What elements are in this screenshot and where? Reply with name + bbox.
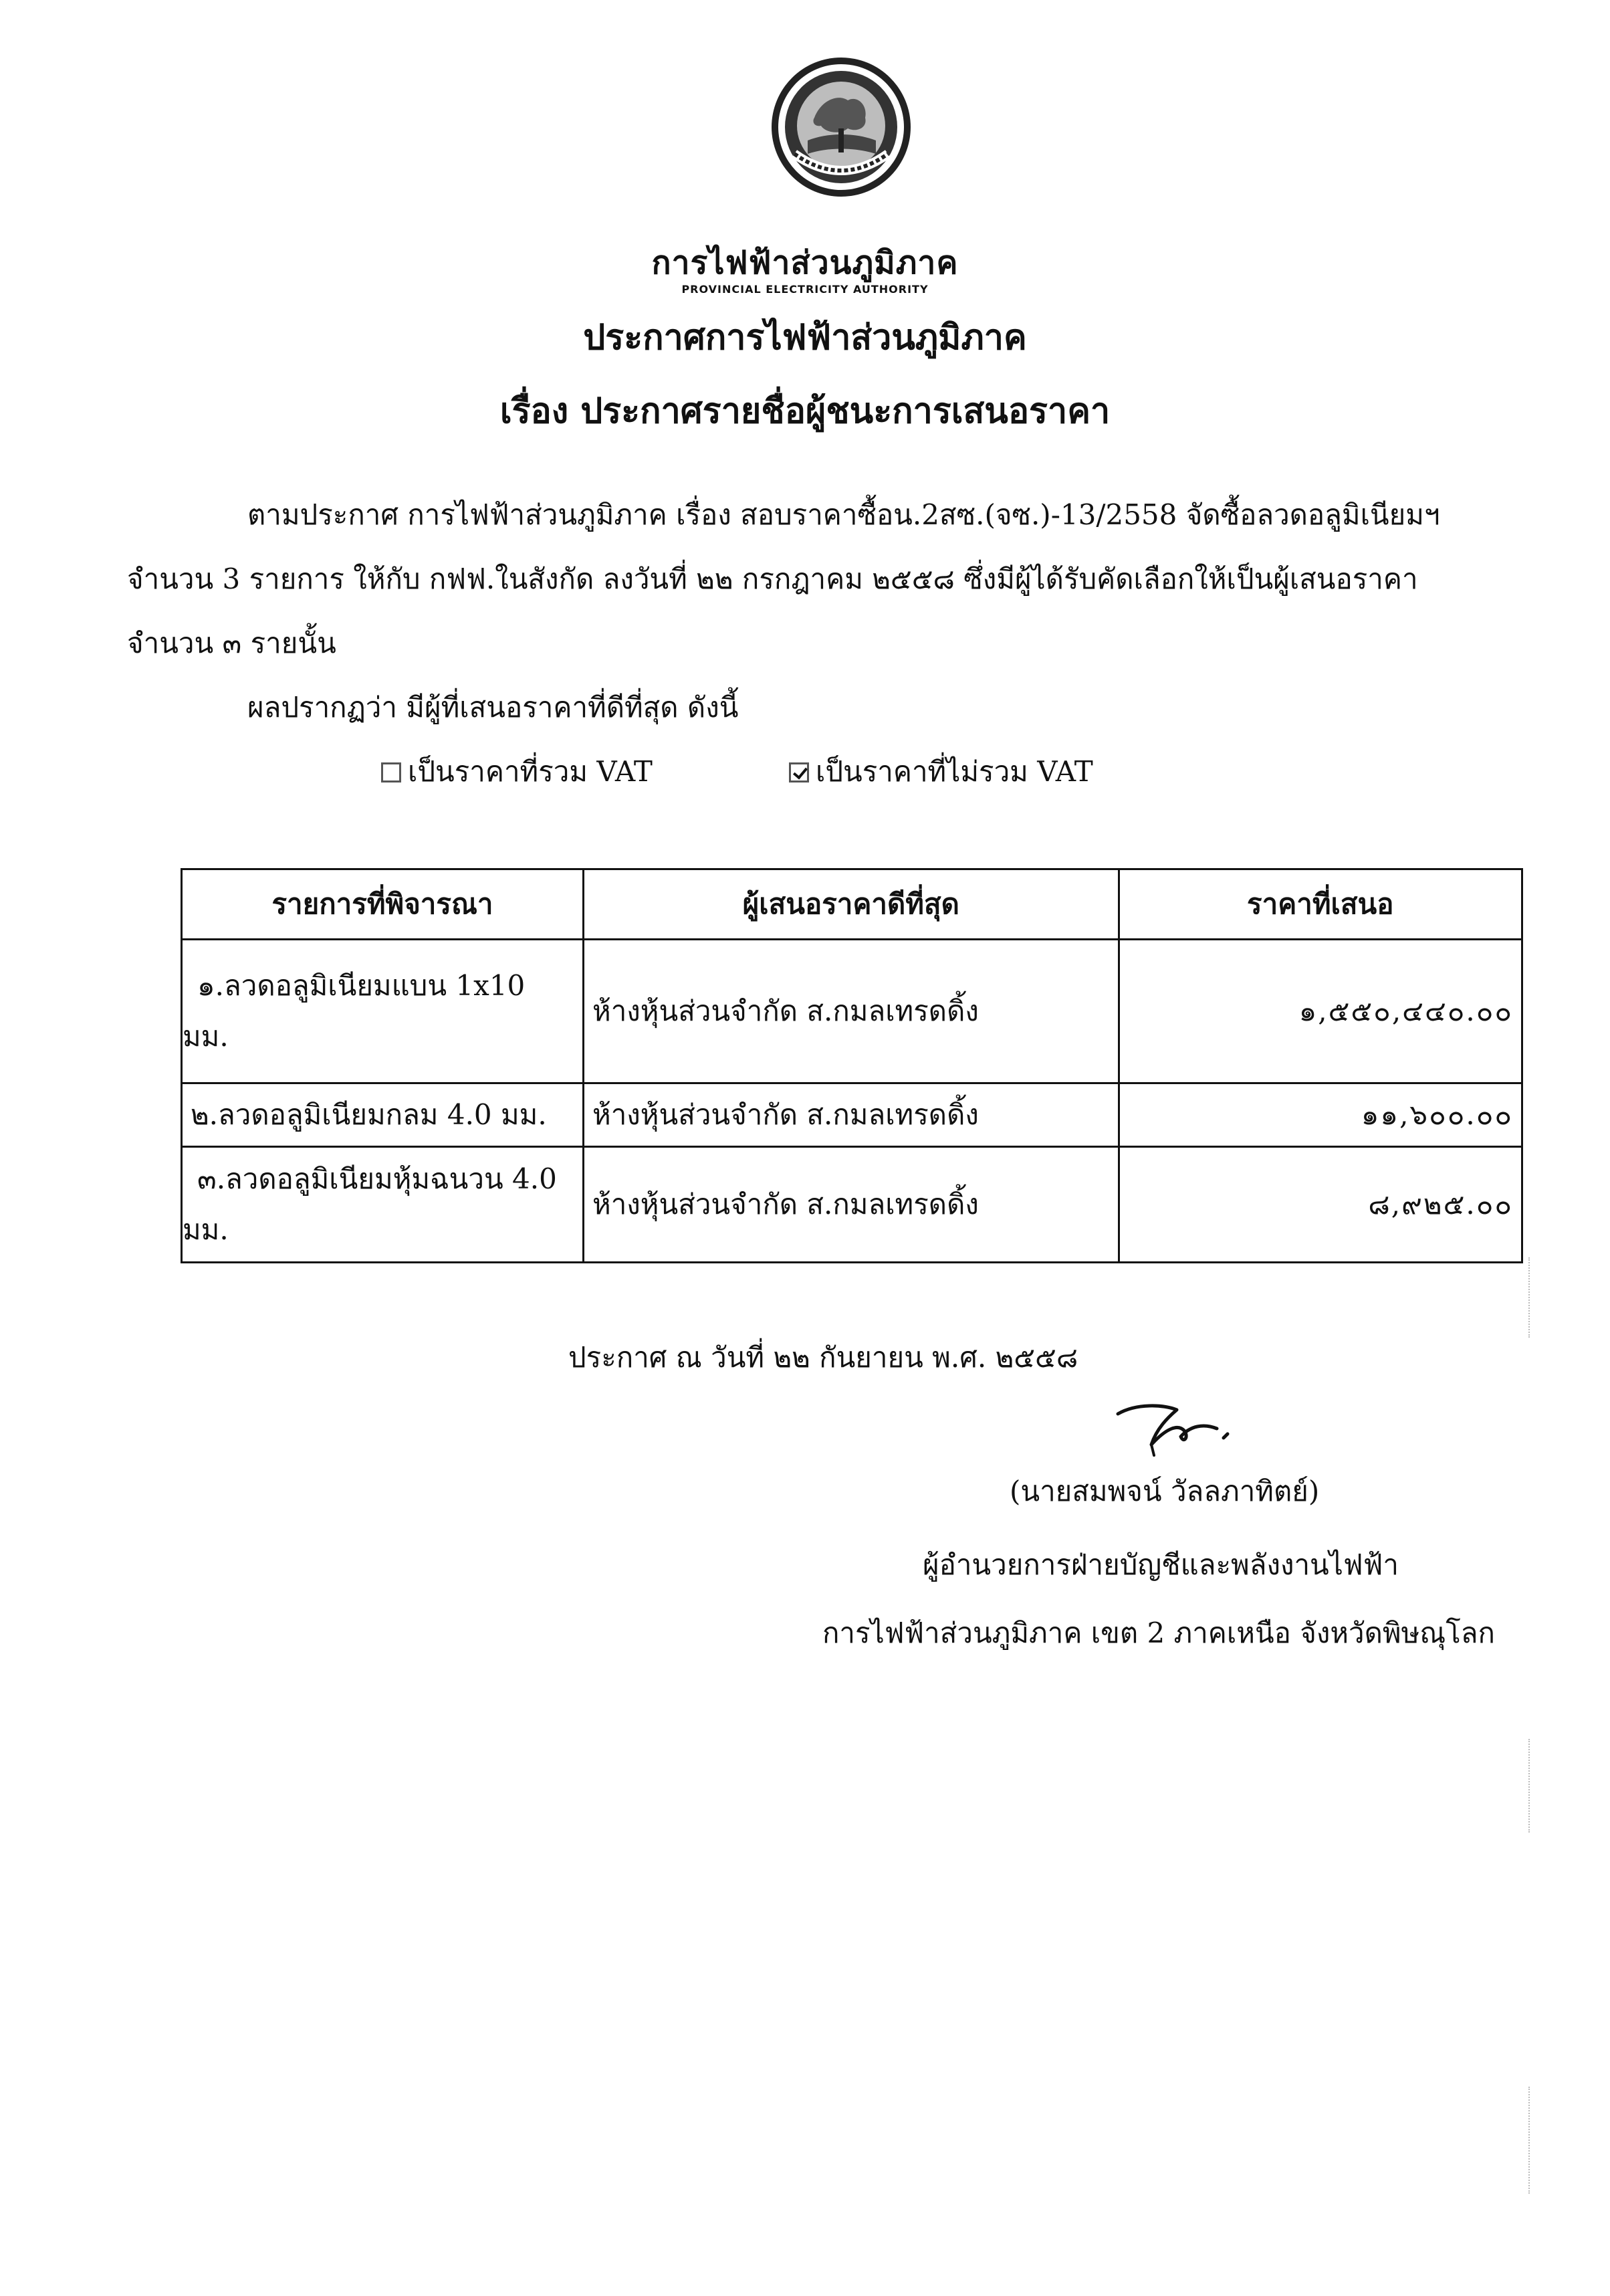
checkbox-checked-icon[interactable] bbox=[789, 762, 809, 782]
item-line1: ๒.ลวดอลูมิเนียมกลม 4.0 มม. bbox=[191, 1098, 547, 1131]
vendor-cell: ห้างหุ้นส่วนจำกัด ส.กมลเทรดดิ้ง bbox=[584, 940, 1119, 1083]
item-cell bbox=[182, 940, 584, 1083]
pea-seal-logo bbox=[768, 54, 915, 201]
price-cell: ๘,๙๒๕.๐๐ bbox=[1119, 1147, 1522, 1263]
table-row bbox=[182, 1083, 1522, 1147]
scan-edge-mark bbox=[1528, 2087, 1530, 2194]
vat-excluded-label: เป็นราคาที่ไม่รวม VAT bbox=[816, 755, 1093, 788]
handwritten-signature-icon bbox=[1110, 1391, 1257, 1465]
price-cell: ๑,๕๕๐,๔๔๐.๐๐ bbox=[1119, 940, 1522, 1083]
signatory-position: ผู้อำนวยการฝ่ายบัญชีและพลังงานไฟฟ้า bbox=[923, 1548, 1399, 1581]
body-para1-line2: จำนวน 3 รายการ ให้กับ กฟฟ.ในสังกัด ลงวันที่ ๒๒ กรกฎาคม ๒๕๕๘ ซึ่งมีผู้ได้รับคัดเลือกให้เป็นผู้เสนอราคา bbox=[127, 562, 1418, 595]
body-para2: ผลปรากฏว่า มีผู้ที่เสนอราคาที่ดีที่สุด ดังนี้ bbox=[247, 691, 739, 724]
checkbox-unchecked-icon[interactable] bbox=[381, 762, 401, 782]
signatory-office: การไฟฟ้าส่วนภูมิภาค เขต 2 ภาคเหนือ จังหวัดพิษณุโลก bbox=[822, 1616, 1495, 1649]
announcement-date: ประกาศ ณ วันที่ ๒๒ กันยายน พ.ศ. ๒๕๕๘ bbox=[568, 1341, 1078, 1374]
price-cell: ๑๑,๖๐๐.๐๐ bbox=[1119, 1083, 1522, 1147]
item-line1: ๓.ลวดอลูมิเนียมหุ้มฉนวน 4.0 bbox=[197, 1162, 557, 1195]
item-cell bbox=[182, 1147, 584, 1263]
scan-edge-mark bbox=[1528, 1739, 1530, 1833]
item-cell bbox=[182, 1083, 584, 1147]
results-table bbox=[181, 868, 1523, 1263]
header-vendor: ผู้เสนอราคาดีที่สุด bbox=[584, 869, 1119, 940]
body-para1-line3: จำนวน ๓ รายนั้น bbox=[127, 627, 336, 659]
item-line2: มม. bbox=[183, 1020, 229, 1053]
vat-included-label: เป็นราคาที่รวม VAT bbox=[408, 755, 653, 788]
seal-emblem-icon bbox=[768, 54, 915, 201]
announcement-subject: เรื่อง ประกาศรายชื่อผู้ชนะการเสนอราคา bbox=[499, 391, 1111, 431]
header-price: ราคาที่เสนอ bbox=[1119, 869, 1522, 940]
vat-option-included[interactable] bbox=[381, 745, 653, 799]
announcement-title: ประกาศการไฟฟ้าส่วนภูมิภาค bbox=[583, 317, 1027, 358]
header-item: รายการที่พิจารณา bbox=[182, 869, 584, 940]
table-header-row bbox=[182, 869, 1522, 940]
table-row bbox=[182, 1147, 1522, 1263]
vendor-cell: ห้างหุ้นส่วนจำกัด ส.กมลเทรดดิ้ง bbox=[584, 1147, 1119, 1263]
item-line2: มม. bbox=[183, 1213, 229, 1246]
organization-name-th: การไฟฟ้าส่วนภูมิภาค bbox=[651, 244, 959, 282]
scan-edge-mark bbox=[1528, 1257, 1530, 1338]
signature-image bbox=[1110, 1391, 1257, 1465]
body-para1-line1: ตามประกาศ การไฟฟ้าส่วนภูมิภาค เรื่อง สอบราคาซื้อน.2สซ.(จซ.)-13/2558 จัดซื้อลวดอลูมิเนียมฯ bbox=[247, 498, 1440, 531]
signatory-name: (นายสมพจน์ วัลลภาทิตย์) bbox=[1010, 1475, 1320, 1507]
item-line1: ๑.ลวดอลูมิเนียมแบน 1x10 bbox=[197, 969, 526, 1002]
vendor-cell: ห้างหุ้นส่วนจำกัด ส.กมลเทรดดิ้ง bbox=[584, 1083, 1119, 1147]
organization-name-en: PROVINCIAL ELECTRICITY AUTHORITY bbox=[681, 283, 929, 296]
vat-option-excluded[interactable] bbox=[789, 745, 1093, 799]
table-row bbox=[182, 940, 1522, 1083]
